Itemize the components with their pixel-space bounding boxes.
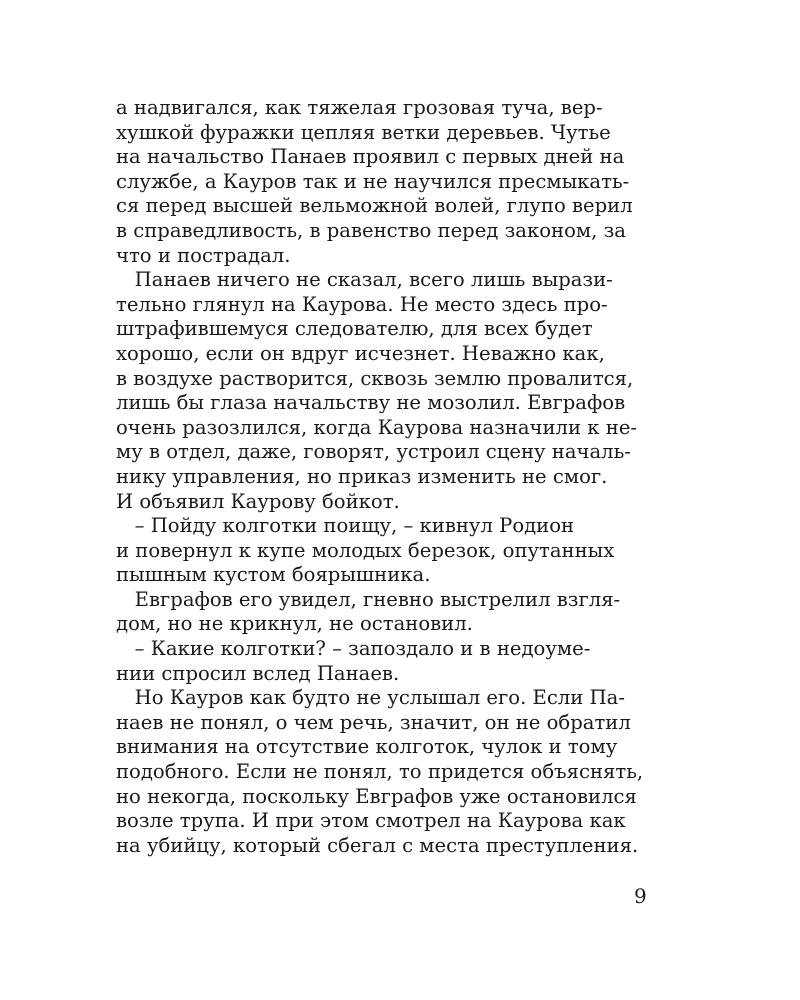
- text-line: хорошо, если он вдруг исчезнет. Неважно как,: [116, 341, 605, 365]
- text-line: наев не понял, о чем речь, значит, он не обратил: [116, 710, 631, 734]
- text-line: хушкой фуражки цепляя ветки деревьев. Чутье: [116, 120, 611, 144]
- text-line: И объявил Каурову бойкот.: [116, 489, 400, 513]
- text-line: тельно глянул на Каурова. Не место здесь про-: [116, 292, 608, 316]
- text-line: му в отдел, даже, говорят, устроил сцену началь-: [116, 440, 631, 464]
- text-line: в справедливость, в равенство перед законом, за: [116, 218, 626, 242]
- text-line: на начальство Панаев проявил с первых дней на: [116, 145, 625, 169]
- text-line: лишь бы глаза начальству не мозолил. Евграфов: [116, 391, 626, 415]
- text-line: нику управления, но приказ изменить не смог.: [116, 464, 608, 488]
- text-line: нии спросил вслед Панаев.: [116, 661, 400, 685]
- text-line: что и пострадал.: [116, 243, 291, 267]
- text-line: штрафившемуся следователю, для всех будет: [116, 317, 593, 341]
- text-line: пышным кустом боярышника.: [116, 563, 431, 587]
- text-line: очень разозлился, когда Каурова назначили к не-: [116, 415, 638, 439]
- text-line: на убийцу, который сбегал с места преступления.: [116, 833, 639, 857]
- text-line: возле трупа. И при этом смотрел на Каурова как: [116, 809, 626, 833]
- text-line: Евграфов его увидел, гневно выстрелил взгля-: [116, 587, 621, 611]
- text-line: дом, но не крикнул, не остановил.: [116, 612, 473, 636]
- text-line: и повернул к купе молодых березок, опутанных: [116, 538, 615, 562]
- text-line: службе, а Кауров так и не научился пресмыкать-: [116, 169, 630, 193]
- text-line: Панаев ничего не сказал, всего лишь вырази-: [116, 268, 613, 292]
- text-line: ся перед высшей вельможной волей, глупо верил: [116, 194, 633, 218]
- text-line: Но Кауров как будто не услышал его. Если Па-: [116, 686, 625, 710]
- text-line: внимания на отсутствие колготок, чулок и тому: [116, 735, 618, 759]
- text-line: подобного. Если не понял, то придется объяснять,: [116, 760, 644, 784]
- text-line: в воздухе растворится, сквозь землю провалится,: [116, 366, 634, 390]
- text-line: – Какие колготки? – запоздало и в недоуме-: [116, 637, 591, 661]
- text-line: но некогда, поскольку Евграфов уже остановился: [116, 784, 637, 808]
- page-number: 9: [634, 884, 647, 908]
- text-line: а надвигался, как тяжелая грозовая туча, вер-: [116, 96, 603, 119]
- text-line: – Пойду колготки поищу, – кивнул Родион: [116, 514, 575, 538]
- body-text: [116, 96, 652, 858]
